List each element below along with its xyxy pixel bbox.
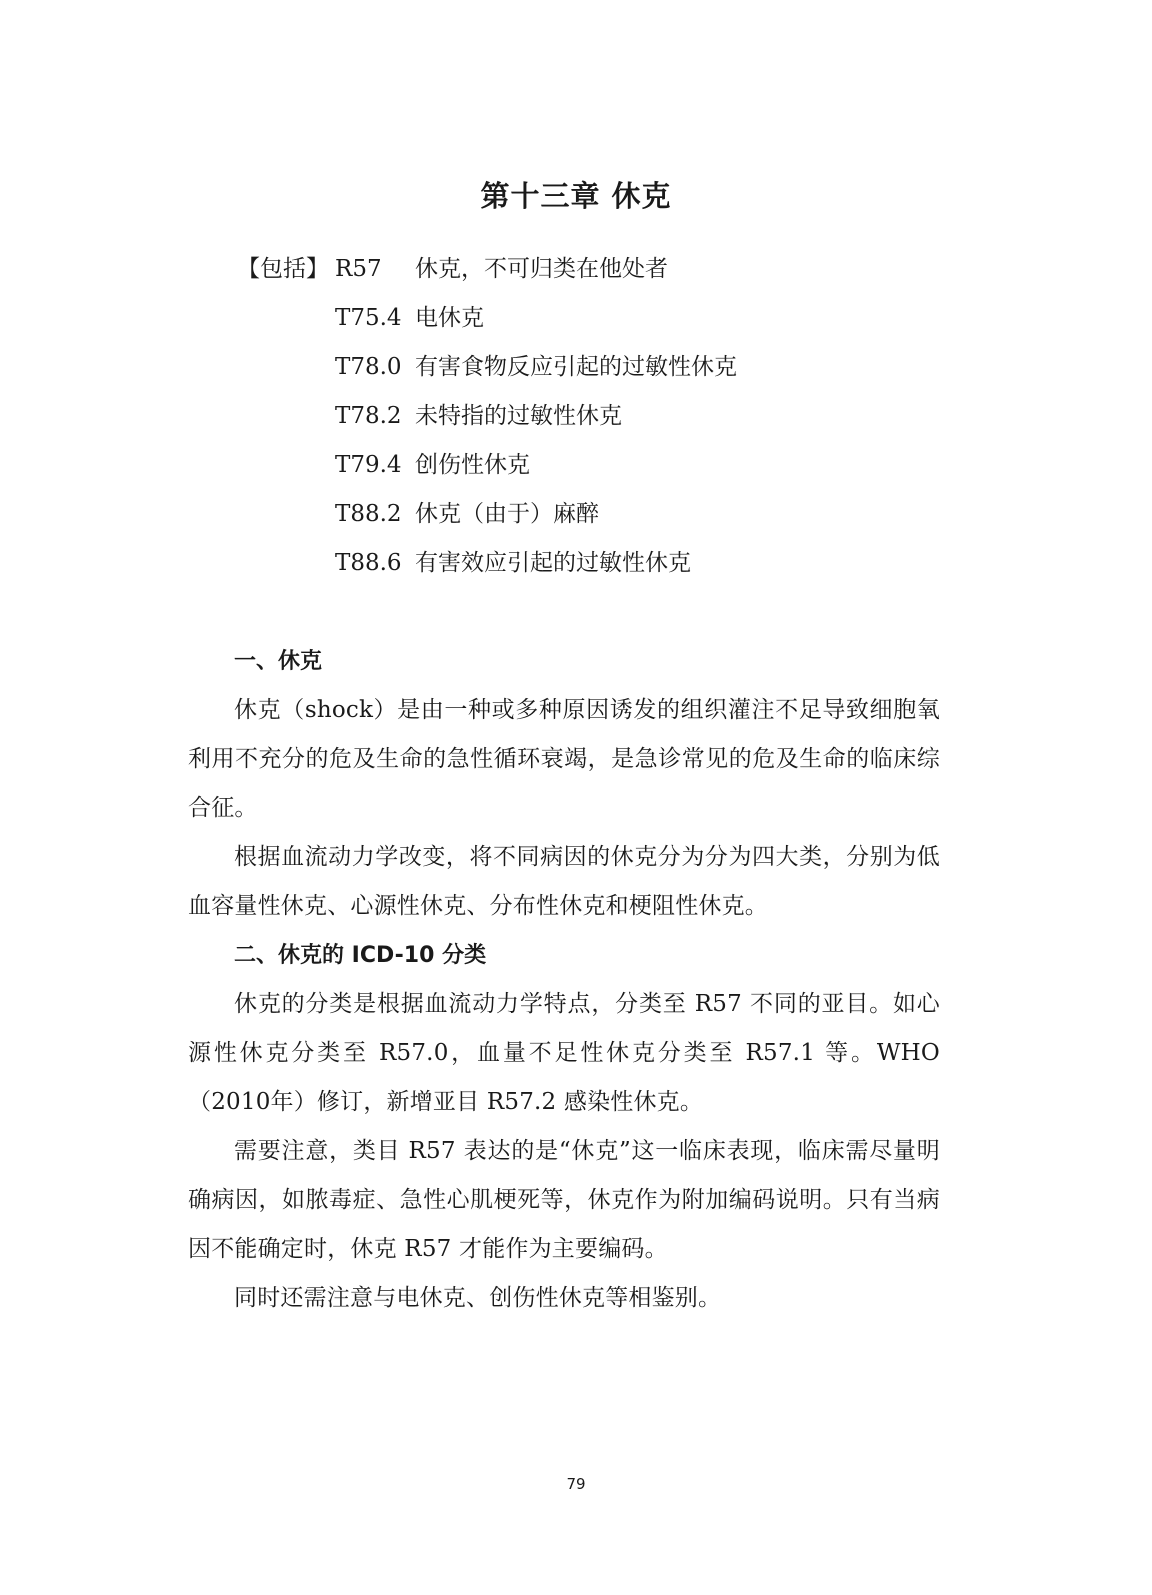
include-row (237, 497, 937, 546)
page-number: 79 (566, 1475, 586, 1493)
paragraph: 同时还需注意与电休克、创伤性休克等相鉴别。 (234, 1285, 722, 1311)
include-row (237, 448, 937, 497)
include-list (237, 252, 937, 595)
include-desc: 有害效应引起的过敏性休克 (415, 550, 691, 576)
include-row (237, 350, 937, 399)
include-code: T79.4 (335, 452, 402, 478)
include-code: T88.6 (335, 550, 402, 576)
include-desc: 休克，不可归类在他处者 (415, 256, 668, 282)
section-heading: 二、休克的 ICD-10 分类 (234, 943, 487, 968)
include-row (237, 301, 937, 350)
section-heading: 一、休克 (234, 649, 323, 674)
include-row (237, 399, 937, 448)
include-label: 【包括】 (237, 256, 329, 282)
include-code: T78.0 (335, 354, 402, 380)
paragraph: 休克（shock）是由一种或多种原因诱发的组织灌注不足导致细胞氧利用不充分的危及生命的急性循环衰竭，是急诊常见的危及生命的临床综合征。 (188, 697, 940, 821)
include-desc: 休克（由于）麻醉 (415, 501, 599, 527)
chapter-title: 第十三章 休克 (480, 179, 672, 213)
include-code: T88.2 (335, 501, 402, 527)
include-row (237, 252, 937, 301)
include-desc: 有害食物反应引起的过敏性休克 (415, 354, 737, 380)
include-row (237, 546, 937, 595)
body-text (188, 637, 940, 1323)
paragraph: 根据血流动力学改变，将不同病因的休克分为分为四大类，分别为低血容量性休克、心源性休克、分布性休克和梗阻性休克。 (188, 844, 940, 919)
include-desc: 电休克 (415, 305, 484, 331)
include-code: T78.2 (335, 403, 402, 429)
include-desc: 未特指的过敏性休克 (415, 403, 622, 429)
include-code: R57 (335, 256, 382, 282)
include-code: T75.4 (335, 305, 402, 331)
paragraph: 休克的分类是根据血流动力学特点，分类至 R57 不同的亚目。如心源性休克分类至 R57.0，血量不足性休克分类至 R57.1 等。WHO（2010年）修订，新增亚目 R57.2 感染性休克。 (188, 991, 940, 1115)
paragraph: 需要注意，类目 R57 表达的是“休克”这一临床表现，临床需尽量明确病因，如脓毒症、急性心肌梗死等，休克作为附加编码说明。只有当病因不能确定时，休克 R57 才能作为主要编码。 (188, 1138, 940, 1262)
include-desc: 创伤性休克 (415, 452, 530, 478)
